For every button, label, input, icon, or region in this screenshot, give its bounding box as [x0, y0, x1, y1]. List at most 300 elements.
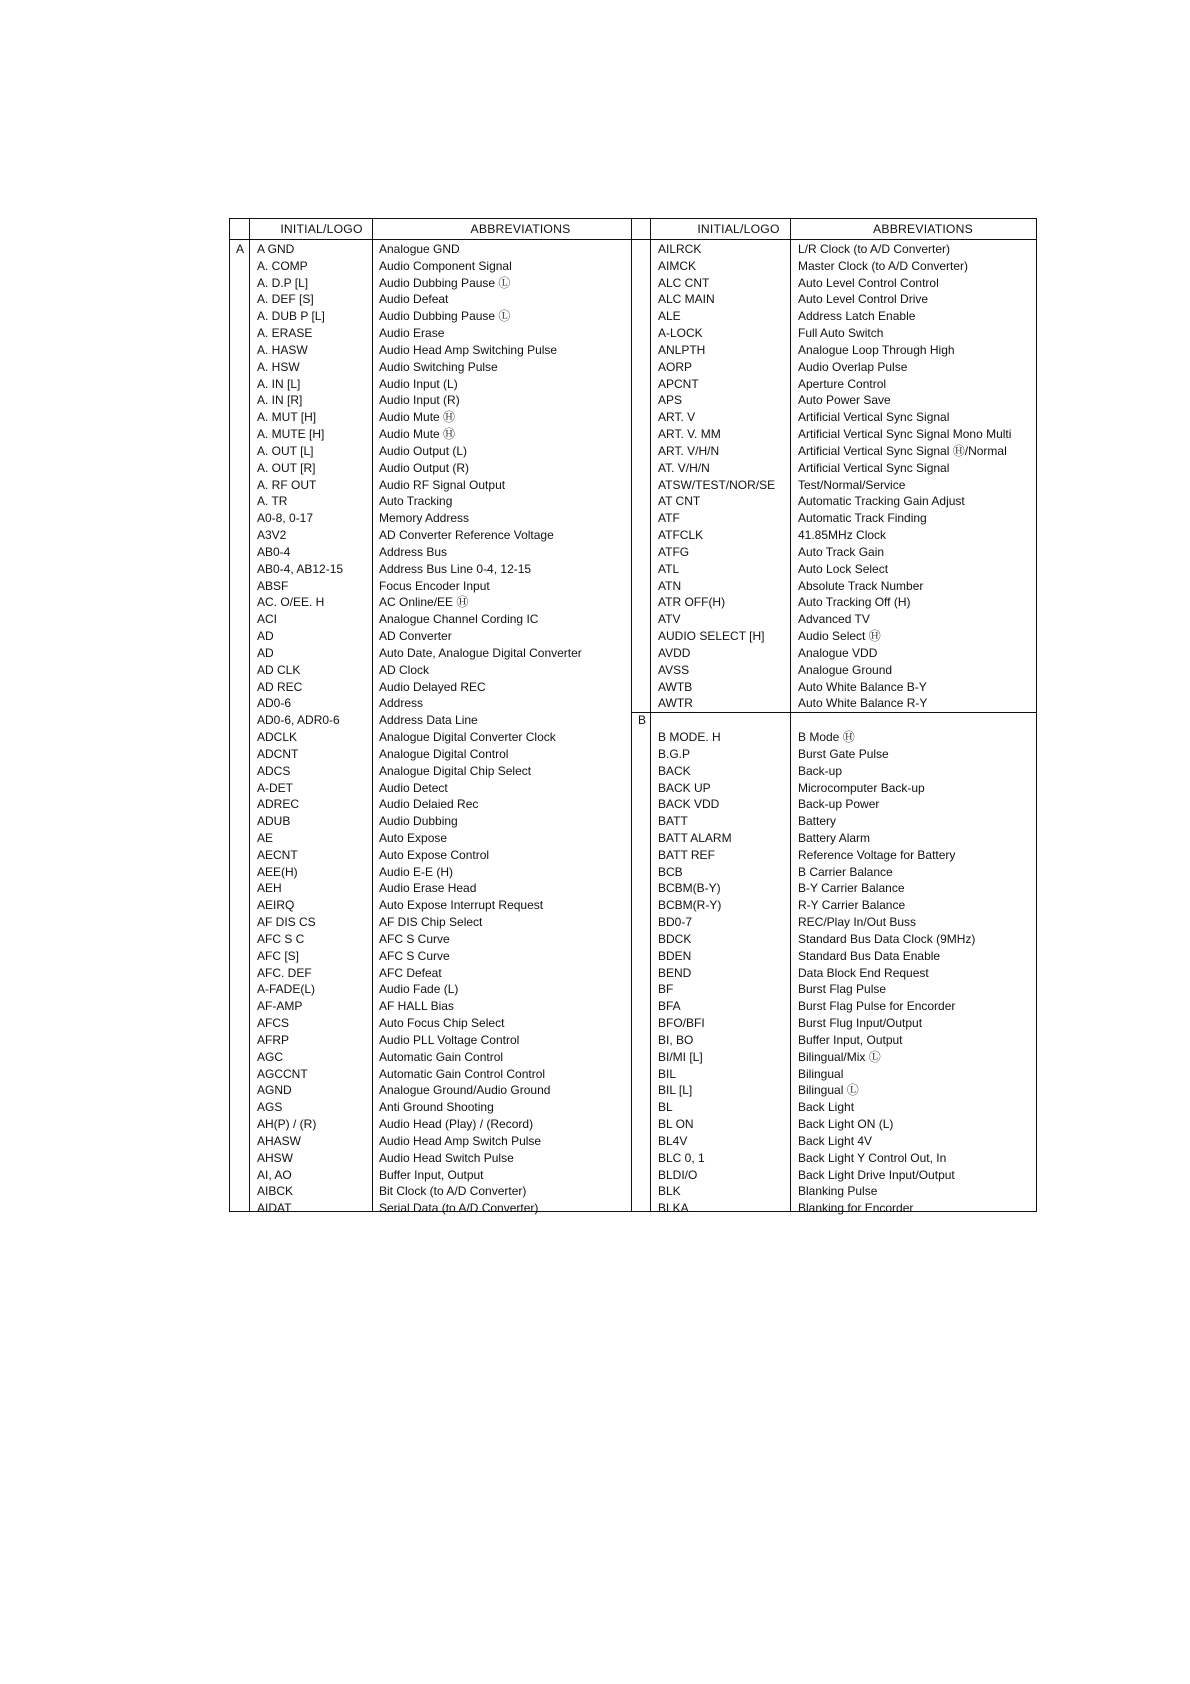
abbreviation-cell: Auto Power Save: [798, 393, 891, 408]
initial-logo-cell: BCBM(B-Y): [658, 881, 721, 896]
section-letter-b: B: [638, 713, 647, 727]
abbreviation-cell: Buffer Input, Output: [798, 1032, 903, 1047]
table-row: [257, 1066, 627, 1083]
abbreviation-cell: Full Auto Switch: [798, 326, 884, 341]
table-row: [257, 477, 627, 494]
table-row: [257, 813, 627, 830]
initial-logo-cell: BACK UP: [658, 780, 711, 795]
table-row: [257, 1099, 627, 1116]
abbreviation-cell: Audio Head Amp Switch Pulse: [379, 1133, 542, 1148]
table-row: [658, 342, 1036, 359]
initial-logo-cell: A. IN [R]: [257, 393, 303, 408]
abbreviation-cell: Memory Address: [379, 511, 470, 526]
table-row: [658, 679, 1036, 696]
abbreviation-cell: Audio Erase Head: [379, 881, 477, 896]
table-row: [257, 1150, 627, 1167]
abbreviation-cell: Burst Flug Input/Output: [798, 1016, 923, 1031]
initial-logo-cell: AEH: [257, 881, 282, 896]
initial-logo-cell: ACI: [257, 612, 278, 627]
table-row: [658, 981, 1036, 998]
initial-logo-cell: A. RF OUT: [257, 477, 317, 492]
abbreviation-cell: Automatic Gain Control: [379, 1049, 504, 1064]
abbreviation-cell: Battery Alarm: [798, 830, 871, 845]
table-row: [257, 527, 627, 544]
abbreviation-cell: Back-up Power: [798, 797, 880, 812]
abbreviation-cell: Auto White Balance R-Y: [798, 696, 928, 711]
initial-logo-cell: AEIRQ: [257, 898, 295, 913]
table-row: [257, 1116, 627, 1133]
abbreviation-cell: Audio Switching Pulse: [379, 359, 498, 374]
initial-logo-cell: AIDAT: [257, 1201, 292, 1216]
abbreviation-cell: Audio Dubbing Pause Ⓛ: [379, 309, 511, 324]
table-row: [257, 561, 627, 578]
initial-logo-cell: AI, AO: [257, 1167, 292, 1182]
initial-logo-cell: ATFCLK: [658, 528, 704, 543]
abbreviation-cell: Audio Output (L): [379, 443, 468, 458]
table-row: [658, 914, 1036, 931]
table-row: [658, 662, 1036, 679]
initial-logo-cell: ALE: [658, 309, 681, 324]
table-row: [257, 897, 627, 914]
initial-logo-cell: AFC. DEF: [257, 965, 312, 980]
abbreviation-cell: Blanking for Encorder: [798, 1201, 914, 1216]
abbreviation-cell: Analogue Channel Cording IC: [379, 612, 539, 627]
initial-logo-cell: AE: [257, 830, 274, 845]
table-row: [658, 275, 1036, 292]
initial-logo-cell: ATFG: [658, 544, 690, 559]
initial-logo-cell: ART. V. MM: [658, 427, 721, 442]
table-row: [658, 443, 1036, 460]
initial-logo-cell: BI/MI [L]: [658, 1049, 703, 1064]
table-row: [658, 510, 1036, 527]
table-row: [658, 780, 1036, 797]
table-row: [658, 746, 1036, 763]
initial-logo-cell: A3V2: [257, 528, 287, 543]
initial-logo-cell: BLDI/O: [658, 1167, 698, 1182]
table-row: [658, 1099, 1036, 1116]
initial-logo-cell: ADCS: [257, 763, 291, 778]
table-row: [257, 291, 627, 308]
abbreviation-cell: B Mode Ⓗ: [798, 730, 855, 745]
initial-logo-cell: BATT: [658, 814, 688, 829]
abbreviation-cell: Address Data Line: [379, 713, 478, 728]
table-row: [257, 948, 627, 965]
abbreviation-cell: Auto Expose: [379, 830, 448, 845]
abbreviation-cell: L/R Clock (to A/D Converter): [798, 242, 951, 256]
abbreviation-cell: Audio PLL Voltage Control: [379, 1032, 520, 1047]
abbreviation-cell: Bilingual/Mix Ⓛ: [798, 1049, 881, 1064]
table-row: [658, 561, 1036, 578]
abbreviation-cell: Data Block End Request: [798, 965, 929, 980]
table-row: [658, 594, 1036, 611]
initial-logo-cell: BDCK: [658, 931, 692, 946]
initial-logo-cell: A GND: [257, 242, 295, 256]
initial-logo-cell: AT. V/H/N: [658, 460, 710, 475]
initial-logo-cell: AB0-4, AB12-15: [257, 561, 344, 576]
initial-logo-cell: AD0-6, ADR0-6: [257, 713, 340, 728]
initial-logo-cell: ADREC: [257, 797, 300, 812]
table-row: [658, 1200, 1036, 1217]
abbreviation-cell: Automatic Gain Control Control: [379, 1066, 546, 1081]
abbreviation-cell: Artificial Vertical Sync Signal: [798, 460, 950, 475]
table-row: [257, 258, 627, 275]
initial-logo-cell: BATT REF: [658, 847, 715, 862]
abbreviation-cell: Artificial Vertical Sync Signal Mono Multi: [798, 427, 1012, 442]
abbreviation-cell: Audio Select Ⓗ: [798, 629, 881, 644]
table-row: [257, 965, 627, 982]
initial-logo-cell: ATN: [658, 578, 682, 593]
initial-logo-cell: APS: [658, 393, 683, 408]
abbreviation-cell: Back Light ON (L): [798, 1117, 894, 1132]
table-row: [257, 544, 627, 561]
table-row: [257, 510, 627, 527]
table-row: [658, 460, 1036, 477]
initial-logo-cell: A. TR: [257, 494, 288, 509]
initial-logo-cell: ABSF: [257, 578, 289, 593]
abbreviation-cell: AC Online/EE Ⓗ: [379, 595, 469, 610]
abbreviation-cell: Back Light 4V: [798, 1133, 873, 1148]
table-row: [257, 695, 627, 712]
initial-logo-cell: A-DET: [257, 780, 293, 795]
initial-logo-cell: AGS: [257, 1100, 283, 1115]
table-row: [658, 1116, 1036, 1133]
initial-logo-cell: A. DUB P [L]: [257, 309, 325, 324]
table-row: [257, 864, 627, 881]
initial-logo-cell: AD REC: [257, 679, 303, 694]
abbreviation-cell: Automatic Track Finding: [798, 511, 927, 526]
abbreviation-cell: Standard Bus Data Enable: [798, 948, 941, 963]
table-row: [658, 712, 1036, 729]
abbreviation-cell: Audio E-E (H): [379, 864, 454, 879]
initial-logo-cell: AEE(H): [257, 864, 298, 879]
table-row: [658, 392, 1036, 409]
initial-logo-cell: APCNT: [658, 376, 699, 391]
abbreviation-cell: AD Clock: [379, 662, 430, 677]
abbreviation-cell: 41.85MHz Clock: [798, 528, 887, 543]
abbreviation-cell: Audio Input (R): [379, 393, 460, 408]
initial-logo-cell: BLC 0, 1: [658, 1150, 705, 1165]
table-row: [257, 998, 627, 1015]
initial-logo-cell: ADCLK: [257, 730, 298, 745]
initial-logo-cell: BACK VDD: [658, 797, 720, 812]
abbreviation-cell: Audio Mute Ⓗ: [379, 410, 456, 425]
table-row: [658, 796, 1036, 813]
table-row: [257, 308, 627, 325]
abbreviation-cell: Blanking Pulse: [798, 1184, 878, 1199]
table-row: [257, 847, 627, 864]
abbreviation-cell: Audio Delaied Rec: [379, 797, 479, 812]
initial-logo-cell: AUDIO SELECT [H]: [658, 629, 765, 644]
table-row: [257, 376, 627, 393]
initial-logo-cell: BLK: [658, 1184, 681, 1199]
abbreviation-cell: AFC S Curve: [379, 931, 450, 946]
table-row: [658, 544, 1036, 561]
initial-logo-cell: AFC S C: [257, 931, 305, 946]
initial-logo-cell: AWTR: [658, 696, 693, 711]
initial-logo-cell: ADCNT: [257, 746, 299, 761]
table-row: [658, 830, 1036, 847]
initial-logo-cell: BI, BO: [658, 1032, 694, 1047]
table-row: [658, 611, 1036, 628]
abbreviation-cell: Analogue GND: [379, 242, 460, 256]
abbreviation-cell: Analogue Digital Converter Clock: [379, 730, 556, 745]
initial-logo-cell: BEND: [658, 965, 692, 980]
table-row: [658, 258, 1036, 275]
abbreviation-cell: Address Bus Line 0-4, 12-15: [379, 561, 532, 576]
abbreviation-cell: Auto White Balance B-Y: [798, 679, 927, 694]
initial-logo-cell: A. ERASE: [257, 326, 313, 341]
abbreviation-cell: Burst Flag Pulse for Encorder: [798, 999, 956, 1014]
table-row: [658, 1049, 1036, 1066]
table-row: [257, 392, 627, 409]
initial-logo-cell: ATV: [658, 612, 681, 627]
abbreviation-cell: Audio Erase: [379, 326, 445, 341]
right-initial-header: INITIAL/LOGO: [697, 222, 780, 236]
abbreviation-cell: AF HALL Bias: [379, 999, 454, 1014]
abbreviations-table: [229, 218, 1037, 1216]
abbreviation-cell: Auto Tracking: [379, 494, 453, 509]
abbreviation-cell: Focus Encoder Input: [379, 578, 490, 593]
abbreviation-cell: Audio Component Signal: [379, 258, 512, 273]
table-row: [257, 1015, 627, 1032]
initial-logo-cell: BF: [658, 982, 674, 997]
initial-logo-cell: A. OUT [R]: [257, 460, 316, 475]
table-row: [658, 1082, 1036, 1099]
table-row: [257, 1200, 627, 1217]
initial-logo-cell: AHASW: [257, 1133, 302, 1148]
abbreviation-cell: Audio Mute Ⓗ: [379, 427, 456, 442]
initial-logo-cell: A. HSW: [257, 359, 300, 374]
abbreviation-cell: Bit Clock (to A/D Converter): [379, 1184, 527, 1199]
abbreviation-cell: Audio Detect: [379, 780, 448, 795]
initial-logo-cell: BL4V: [658, 1133, 688, 1148]
initial-logo-cell: BLKA: [658, 1201, 689, 1216]
table-row: [257, 880, 627, 897]
abbreviation-cell: Audio Head Switch Pulse: [379, 1150, 514, 1165]
initial-logo-cell: BATT ALARM: [658, 830, 732, 845]
abbreviation-cell: Microcomputer Back-up: [798, 780, 925, 795]
table-row: [257, 460, 627, 477]
abbreviation-cell: AFC S Curve: [379, 948, 450, 963]
initial-logo-cell: AD CLK: [257, 662, 301, 677]
abbreviation-cell: AD Converter: [379, 629, 452, 644]
center-divider: [631, 219, 632, 1211]
initial-logo-cell: AILRCK: [658, 242, 702, 256]
initial-logo-cell: A. DEF [S]: [257, 292, 314, 307]
abbreviation-cell: Aperture Control: [798, 376, 887, 391]
abbreviation-cell: Auto Expose Interrupt Request: [379, 898, 544, 913]
table-row: [658, 291, 1036, 308]
abbreviation-cell: Battery: [798, 814, 837, 829]
initial-logo-cell: A. MUTE [H]: [257, 427, 325, 442]
initial-logo-cell: ATSW/TEST/NOR/SE: [658, 477, 776, 492]
table-row: [658, 1015, 1036, 1032]
right-letter-divider: [650, 219, 651, 1211]
abbreviation-cell: Analogue Ground/Audio Ground: [379, 1083, 551, 1098]
abbreviation-cell: Reference Voltage for Battery: [798, 847, 956, 862]
initial-logo-cell: A-LOCK: [658, 326, 703, 341]
header-divider: [230, 239, 1036, 240]
table-row: [658, 1183, 1036, 1200]
table-row: [658, 880, 1036, 897]
section-letter-a: A: [236, 242, 245, 256]
initial-logo-cell: A0-8, 0-17: [257, 511, 314, 526]
table-row: [257, 712, 627, 729]
table-row: [658, 1133, 1036, 1150]
table-row: [257, 493, 627, 510]
right-abbreviations-header: ABBREVIATIONS: [873, 222, 973, 236]
abbreviation-cell: Audio Dubbing: [379, 814, 458, 829]
abbreviation-cell: Audio Output (R): [379, 460, 470, 475]
table-row: [658, 308, 1036, 325]
table-row: [658, 763, 1036, 780]
table-row: [658, 948, 1036, 965]
table-row: [658, 409, 1036, 426]
table-row: [658, 729, 1036, 746]
abbreviation-cell: Auto Date, Analogue Digital Converter: [379, 645, 582, 660]
table-row: [658, 998, 1036, 1015]
table-row: [257, 342, 627, 359]
table-row: [658, 493, 1036, 510]
initial-logo-cell: ATR OFF(H): [658, 595, 726, 610]
abbreviation-cell: B-Y Carrier Balance: [798, 881, 905, 896]
table-row: [658, 325, 1036, 342]
table-row: [658, 241, 1036, 258]
table-row: [658, 1032, 1036, 1049]
abbreviation-cell: Back-up: [798, 763, 843, 778]
initial-logo-cell: ATL: [658, 561, 680, 576]
initial-logo-cell: ATF: [658, 511, 680, 526]
table-row: [658, 864, 1036, 881]
table-row: [658, 426, 1036, 443]
initial-logo-cell: AT CNT: [658, 494, 701, 509]
abbreviation-cell: Absolute Track Number: [798, 578, 924, 593]
table-row: [257, 914, 627, 931]
table-row: [257, 325, 627, 342]
left-column: [257, 241, 627, 1217]
left-letter-divider: [249, 219, 250, 1211]
abbreviation-cell: AD Converter Reference Voltage: [379, 528, 554, 543]
table-row: [658, 965, 1036, 982]
initial-logo-cell: AIBCK: [257, 1184, 294, 1199]
abbreviation-cell: Artificial Vertical Sync Signal Ⓗ/Normal: [798, 443, 1007, 458]
abbreviation-cell: Auto Level Control Control: [798, 275, 939, 290]
abbreviation-cell: Analogue Ground: [798, 662, 893, 677]
table-row: [257, 645, 627, 662]
abbreviation-cell: Audio RF Signal Output: [379, 477, 506, 492]
abbreviation-cell: Auto Tracking Off (H): [798, 595, 911, 610]
abbreviation-cell: AF DIS Chip Select: [379, 915, 483, 930]
initial-logo-cell: BFA: [658, 999, 681, 1014]
initial-logo-cell: AD: [257, 629, 274, 644]
table-row: [257, 275, 627, 292]
initial-logo-cell: BL ON: [658, 1117, 694, 1132]
abbreviation-cell: Analogue Digital Chip Select: [379, 763, 532, 778]
abbreviation-cell: Back Light Y Control Out, In: [798, 1150, 947, 1165]
abbreviation-cell: Back Light: [798, 1100, 855, 1115]
initial-logo-cell: AGND: [257, 1083, 292, 1098]
table-row: [658, 376, 1036, 393]
abbreviation-cell: Audio Head (Play) / (Record): [379, 1117, 534, 1132]
table-row: [257, 578, 627, 595]
table-row: [257, 409, 627, 426]
initial-logo-cell: AF-AMP: [257, 999, 303, 1014]
table-row: [257, 729, 627, 746]
table-row: [257, 241, 627, 258]
initial-logo-cell: AF DIS CS: [257, 915, 316, 930]
initial-logo-cell: BCB: [658, 864, 683, 879]
table-row: [257, 780, 627, 797]
table-row: [658, 628, 1036, 645]
initial-logo-cell: ANLPTH: [658, 342, 706, 357]
table-row: [257, 931, 627, 948]
abbreviation-cell: Burst Flag Pulse: [798, 982, 887, 997]
table-row: [658, 813, 1036, 830]
abbreviation-cell: Back Light Drive Input/Output: [798, 1167, 955, 1182]
abbreviation-cell: Address Latch Enable: [798, 309, 916, 324]
abbreviation-cell: Auto Lock Select: [798, 561, 889, 576]
table-row: [658, 645, 1036, 662]
abbreviation-cell: Bilingual Ⓛ: [798, 1083, 859, 1098]
left-initial-header: INITIAL/LOGO: [280, 222, 363, 236]
table-row: [257, 1082, 627, 1099]
table-row: [658, 847, 1036, 864]
initial-logo-cell: AFC [S]: [257, 948, 300, 963]
initial-logo-cell: B.G.P: [658, 746, 691, 761]
abbreviation-cell: Buffer Input, Output: [379, 1167, 484, 1182]
table-row: [257, 763, 627, 780]
abbreviation-cell: Audio Delayed REC: [379, 679, 486, 694]
initial-logo-cell: ALC CNT: [658, 275, 710, 290]
initial-logo-cell: A. COMP: [257, 258, 308, 273]
initial-logo-cell: AFCS: [257, 1016, 290, 1031]
initial-logo-cell: AVSS: [658, 662, 690, 677]
initial-logo-cell: AGCCNT: [257, 1066, 308, 1081]
initial-logo-cell: AB0-4: [257, 544, 291, 559]
table-row: [658, 578, 1036, 595]
abbreviation-cell: Burst Gate Pulse: [798, 746, 889, 761]
table-row: [658, 1167, 1036, 1184]
abbreviation-cell: Audio Fade (L): [379, 982, 459, 997]
table-row: [257, 1032, 627, 1049]
table-row: [257, 981, 627, 998]
initial-logo-cell: BIL [L]: [658, 1083, 693, 1098]
table-row: [257, 611, 627, 628]
initial-logo-cell: ADUB: [257, 814, 291, 829]
table-row: [257, 662, 627, 679]
abbreviation-cell: Audio Head Amp Switching Pulse: [379, 342, 558, 357]
table-row: [257, 628, 627, 645]
table-row: [257, 1049, 627, 1066]
abbreviation-cell: Analogue Digital Control: [379, 746, 509, 761]
initial-logo-cell: AIMCK: [658, 258, 697, 273]
left-abbreviations-header: ABBREVIATIONS: [470, 222, 571, 236]
initial-logo-cell: A. D.P [L]: [257, 275, 309, 290]
abbreviation-cell: Advanced TV: [798, 612, 870, 627]
abbreviation-cell: Audio Dubbing Pause Ⓛ: [379, 275, 511, 290]
table-row: [658, 897, 1036, 914]
table-row: [257, 594, 627, 611]
table-row: [257, 679, 627, 696]
table-row: [658, 1066, 1036, 1083]
abbreviation-cell: REC/Play In/Out Buss: [798, 915, 917, 930]
initial-logo-cell: BDEN: [658, 948, 692, 963]
table-row: [658, 527, 1036, 544]
initial-logo-cell: BD0-7: [658, 915, 693, 930]
abbreviation-cell: Auto Level Control Drive: [798, 292, 929, 307]
abbreviation-cell: Serial Data (to A/D Converter): [379, 1201, 539, 1216]
initial-logo-cell: AHSW: [257, 1150, 293, 1165]
